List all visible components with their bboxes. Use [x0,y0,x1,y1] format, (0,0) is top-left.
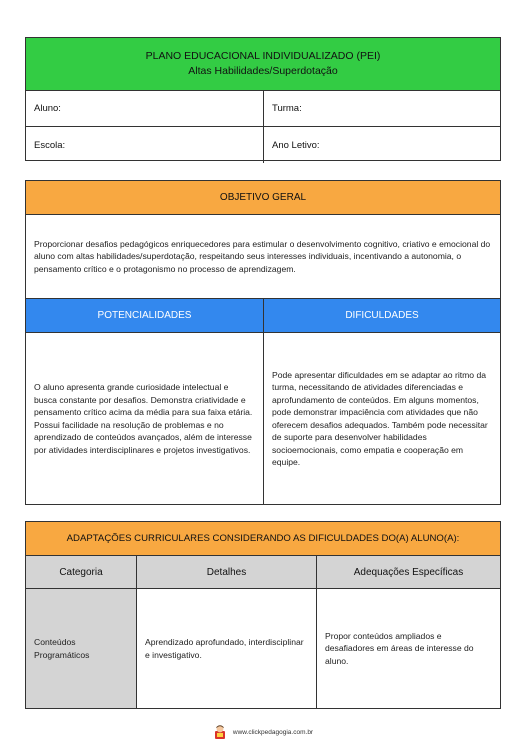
adaptacoes-column-headers [26,556,500,589]
pei-header [26,38,500,91]
col-adequacoes: Adequações Específicas [316,556,500,588]
pot-dif-body [26,333,500,504]
footer [0,724,526,740]
pei-title: PLANO EDUCACIONAL INDIVIDUALIZADO (PEI) [145,50,381,62]
dificuldades-title: DIFICULDADES [263,299,500,332]
row-detalhes-cell [136,589,316,708]
pei-subtitle: Altas Habilidades/Superdotação [188,65,338,77]
row-adequacoes: Propor conteúdos ampliados e desafiadores em áreas de interesse do aluno. [325,630,474,666]
objetivo-section [25,180,501,505]
clickpedagogia-logo-icon [213,724,227,740]
aluno-field[interactable]: Aluno: [34,103,61,114]
objetivo-body [26,215,500,299]
adaptacoes-section [25,521,501,709]
row-detalhes: Aprendizado aprofundado, interdisciplinar e investigativo. [145,637,304,660]
pot-dif-header [26,299,500,333]
row-categoria-cell [26,589,136,708]
fields-row-2 [26,127,500,163]
student-info-section [25,37,501,161]
footer-site[interactable]: www.clickpedagogia.com.br [232,728,314,736]
adaptacoes-title: ADAPTAÇÕES CURRICULARES CONSIDERANDO AS DIFICULDADES DO(A) ALUNO(A): [66,533,460,544]
ano-letivo-field[interactable]: Ano Letivo: [263,127,500,163]
objetivo-title: OBJETIVO GERAL [219,192,307,203]
turma-field[interactable]: Turma: [263,91,500,126]
objetivo-header [26,181,500,215]
fields-row-1 [26,91,500,127]
adaptacoes-header [26,522,500,556]
table-row [26,589,500,708]
objetivo-text: Proporcionar desafios pedagógicos enriquecedores para estimular o desenvolvimento cognitivo, criativo e emocional do aluno com altas habilidades/superdotação, respeitando seus interesses individuais, incentivando a autonomia, o pensamento crítico e o protagonismo no processo de aprendizagem. [34,238,491,274]
row-categoria: Conteúdos Programáticos [34,637,90,660]
potencialidades-cell [26,333,263,504]
dificuldades-cell [263,333,500,504]
potencialidades-text: O aluno apresenta grande curiosidade intelectual e busca constante por desafios. Demonstra criatividade e pensamento crítico acima da média para sua faixa etária. Possui facilidade na resolução de problemas e no aprendizado de conteúdos avançados, além de interesse por atividades interdisciplinares e projetos investigativos. [34,382,253,455]
row-adequacoes-cell [316,589,500,708]
dificuldades-text: Pode apresentar dificuldades em se adaptar ao ritmo da turma, necessitando de atividades diferenciadas e aprofundamento de conteúdos. Em alguns momentos, pode demonstrar impaciência com atividades que não oferecem desafios adequados. Também pode necessitar de suporte para desenvolver habilidades socioemocionais, como empatia e cooperação em equipe. [272,369,488,467]
col-categoria: Categoria [59,566,103,578]
col-detalhes: Detalhes [136,556,316,588]
potencialidades-title: POTENCIALIDADES [97,310,192,321]
escola-field[interactable]: Escola: [34,139,66,151]
